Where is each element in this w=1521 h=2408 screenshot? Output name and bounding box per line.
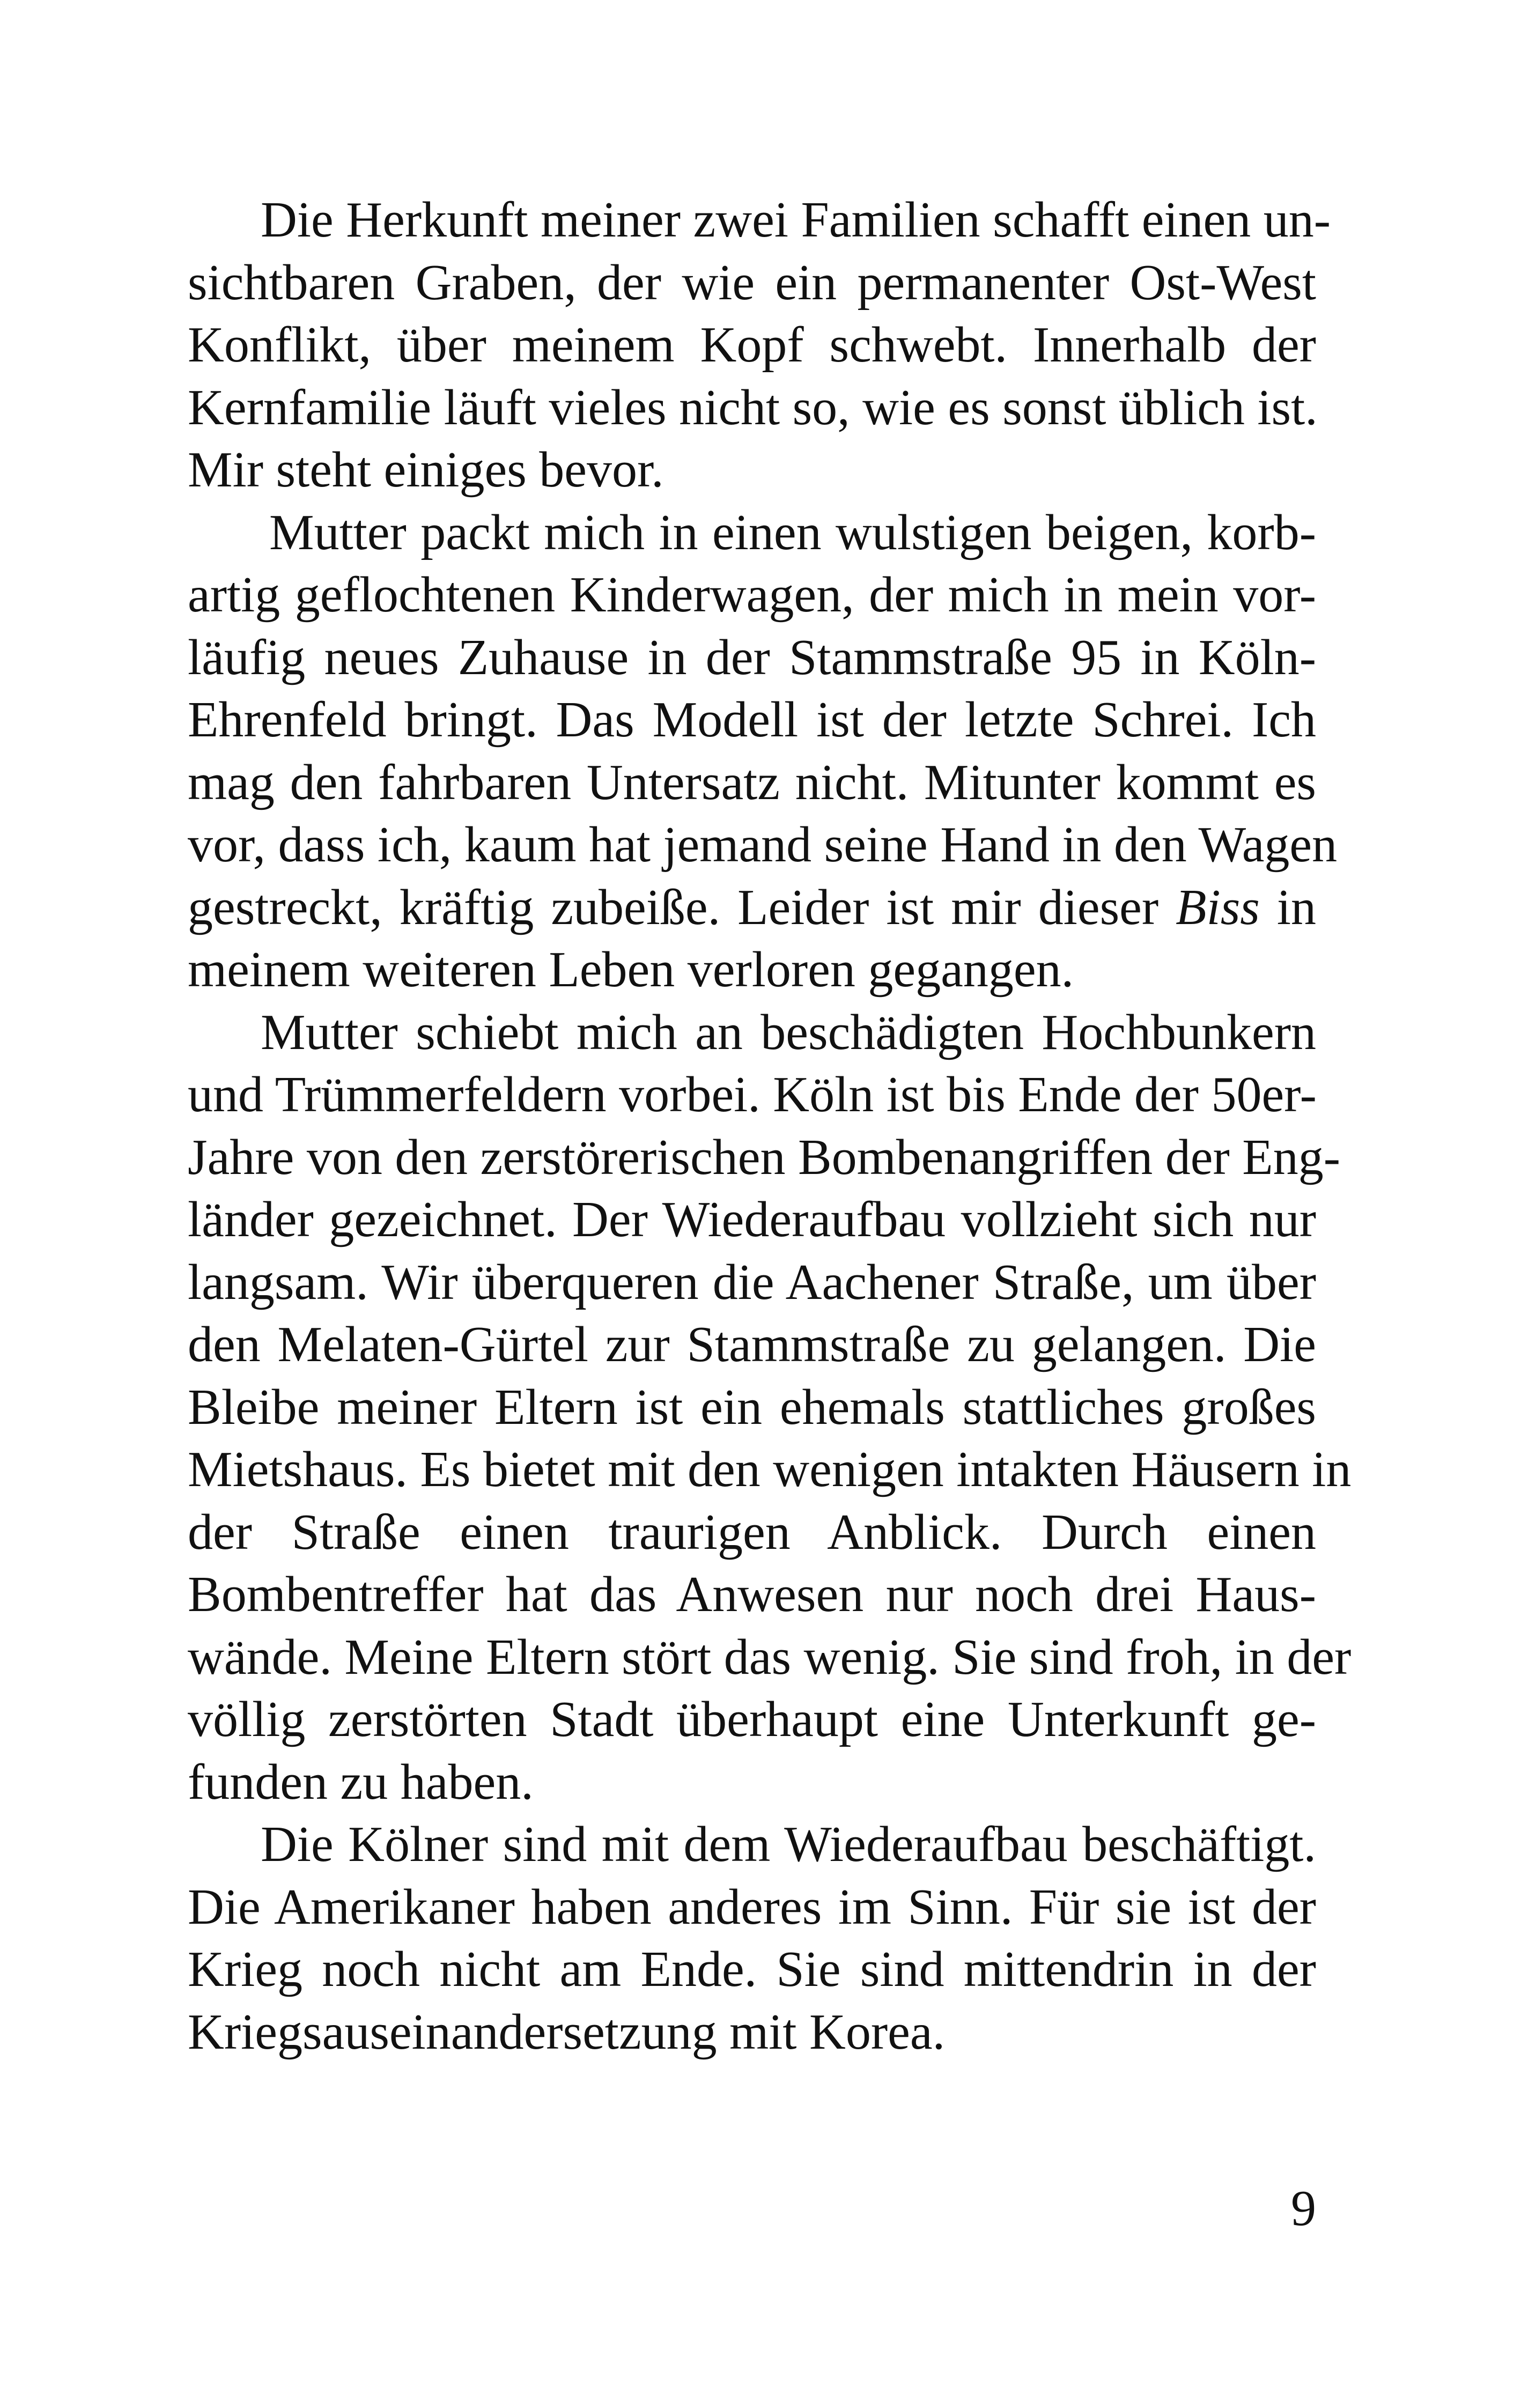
text-line: der Straße einen traurigen Anblick. Durch einen: [188, 1504, 1316, 1560]
text-line: Die Kölner sind mit dem Wiederaufbau beschäftigt.: [261, 1816, 1316, 1872]
text-line: Krieg noch nicht am Ende. Sie sind mittendrin in der: [188, 1941, 1316, 1997]
text-line: mag den fahrbaren Untersatz nicht. Mitunter kommt es: [188, 754, 1316, 810]
text-line: funden zu haben.: [188, 1754, 534, 1810]
text-line: Kriegsauseinandersetzung mit Korea.: [188, 2004, 946, 2060]
text-line: Jahre von den zerstörerischen Bombenangriffen der Eng-: [188, 1129, 1341, 1185]
paragraph: [188, 501, 1338, 1001]
text-line: langsam. Wir überqueren die Aachener Straße, um über: [188, 1254, 1316, 1310]
italic-text: Biss: [1176, 879, 1260, 935]
text-line: Mietshaus. Es bietet mit den wenigen intakten Häusern in: [188, 1442, 1352, 1497]
text-line: den Melaten-Gürtel zur Stammstraße zu gelangen. Die: [188, 1317, 1316, 1372]
text-line: Mutter schiebt mich an beschädigten Hochbunkern: [261, 1004, 1316, 1060]
text-line: völlig zerstörten Stadt überhaupt eine Unterkunft ge-: [188, 1691, 1316, 1747]
text-line: [188, 876, 1316, 939]
text-line: Mutter packt mich in einen wulstigen beigen, korb-: [269, 504, 1316, 560]
body-text: [188, 189, 1352, 2063]
text-line: Die Herkunft meiner zwei Familien schafft einen un-: [261, 192, 1331, 248]
paragraph: [188, 1001, 1352, 1814]
text-line: Konflikt, über meinem Kopf schwebt. Innerhalb der: [188, 317, 1316, 373]
text-line: läufig neues Zuhause in der Stammstraße 95 in Köln-: [188, 629, 1316, 685]
text-line: wände. Meine Eltern stört das wenig. Sie sind froh, in der: [188, 1629, 1352, 1685]
text-line: meinem weiteren Leben verloren gegangen.: [188, 942, 1074, 998]
text-line: sichtbaren Graben, der wie ein permanenter Ost-West: [188, 254, 1316, 311]
text-line: Die Amerikaner haben anderes im Sinn. Für sie ist der: [188, 1879, 1316, 1935]
text-line: Ehrenfeld bringt. Das Modell ist der letzte Schrei. Ich: [188, 692, 1316, 748]
text-line: Bombentreffer hat das Anwesen nur noch drei Haus-: [188, 1567, 1316, 1622]
paragraph: [188, 189, 1331, 501]
text-run: gestreckt, kräftig zubeiße. Leider ist mir dieser: [188, 879, 1176, 935]
text-line: und Trümmerfeldern vorbei. Köln ist bis Ende der 50er-: [188, 1067, 1317, 1122]
text-line: Kernfamilie läuft vieles nicht so, wie es sonst üblich ist.: [188, 379, 1318, 435]
page-number: 9: [1291, 2181, 1316, 2236]
text-line: länder gezeichnet. Der Wiederaufbau vollzieht sich nur: [188, 1192, 1316, 1247]
text-line: Mir steht einiges bevor.: [188, 442, 664, 498]
text-line: artig geflochtenen Kinderwagen, der mich in mein vor-: [188, 567, 1316, 623]
text-run: in: [1259, 879, 1316, 935]
text-line: Bleibe meiner Eltern ist ein ehemals stattliches großes: [188, 1379, 1316, 1435]
text-line: vor, dass ich, kaum hat jemand seine Hand in den Wagen: [188, 817, 1338, 873]
paragraph: [188, 1813, 1316, 2063]
